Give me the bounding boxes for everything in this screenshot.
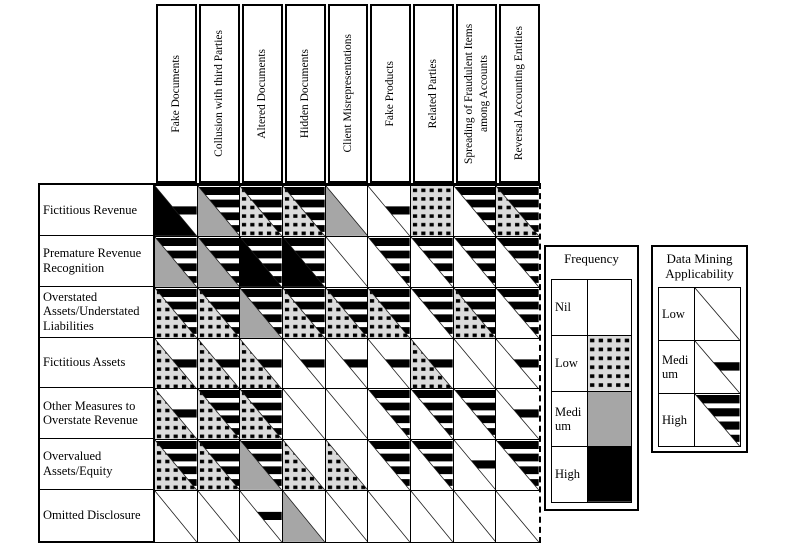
matrix-cell-r4-c6 <box>368 339 411 390</box>
matrix-cell-r5-c3 <box>240 389 283 440</box>
matrix-grid <box>155 183 541 543</box>
matrix-cell-r7-c8 <box>454 491 497 542</box>
column-header <box>285 4 326 183</box>
frequency-legend-row <box>552 336 631 392</box>
matrix-cell-r2-c1 <box>155 237 198 288</box>
row-labels <box>38 183 155 543</box>
frequency-legend-title: Frequency <box>564 251 619 266</box>
frequency-legend <box>544 245 639 511</box>
column-header <box>370 4 411 183</box>
column-header-label: Client Misrepresentations <box>341 34 354 153</box>
matrix-cell-r3-c7 <box>411 288 454 339</box>
column-header <box>242 4 283 183</box>
frequency-level-label: Low <box>552 336 588 391</box>
matrix-cell-r5-c1 <box>155 389 198 440</box>
matrix-cell-r3-c2 <box>198 288 241 339</box>
matrix-cell-r1-c4 <box>283 186 326 237</box>
matrix-cell-r7-c4 <box>283 491 326 542</box>
matrix-cell-r7-c1 <box>155 491 198 542</box>
matrix-cell-r3-c1 <box>155 288 198 339</box>
data-mining-legend-row <box>659 394 740 446</box>
data-mining-level-swatch <box>695 341 740 393</box>
matrix-cell-r2-c4 <box>283 237 326 288</box>
matrix-cell-r7-c6 <box>368 491 411 542</box>
matrix-cell-r3-c4 <box>283 288 326 339</box>
data-mining-level-swatch <box>695 394 740 446</box>
matrix-cell-r1-c3 <box>240 186 283 237</box>
row-label-text: Omitted Disclosure <box>43 508 141 523</box>
matrix-cell-r7-c2 <box>198 491 241 542</box>
matrix-cell-r6-c8 <box>454 440 497 491</box>
row-label-text: Overstated Assets/Understated Liabilities <box>43 289 140 333</box>
matrix-cell-r1-c6 <box>368 186 411 237</box>
matrix-cell-r2-c6 <box>368 237 411 288</box>
matrix-cell-r2-c7 <box>411 237 454 288</box>
column-header <box>499 4 540 183</box>
matrix-cell-r6-c3 <box>240 440 283 491</box>
matrix-cell-r2-c5 <box>326 237 369 288</box>
matrix-cell-r7-c3 <box>240 491 283 542</box>
matrix-cell-r7-c5 <box>326 491 369 542</box>
frequency-level-label: High <box>552 447 588 502</box>
data-mining-level-label: Low <box>659 288 695 340</box>
row-label-text: Premature Revenue Recognition <box>43 246 142 275</box>
matrix-cell-r7-c9 <box>496 491 539 542</box>
matrix-cell-r6-c9 <box>496 440 539 491</box>
row-label <box>40 490 153 541</box>
matrix-cell-r5-c8 <box>454 389 497 440</box>
matrix-cell-r2-c8 <box>454 237 497 288</box>
row-label <box>40 287 153 338</box>
matrix-cell-r2-c9 <box>496 237 539 288</box>
frequency-level-label: Nil <box>552 280 588 335</box>
matrix-cell-r6-c6 <box>368 440 411 491</box>
row-label <box>40 388 153 439</box>
matrix-cell-r5-c2 <box>198 389 241 440</box>
matrix-cell-r2-c2 <box>198 237 241 288</box>
column-header-label: Spreading of Fraudulent Items among Accounts <box>462 23 490 164</box>
data-mining-legend <box>651 245 748 453</box>
matrix-cell-r3-c6 <box>368 288 411 339</box>
frequency-legend-row <box>552 447 631 502</box>
matrix-cell-r1-c1 <box>155 186 198 237</box>
data-mining-legend-row <box>659 341 740 394</box>
frequency-level-swatch <box>588 447 631 502</box>
column-header <box>456 4 497 183</box>
data-mining-level-label: Medium <box>659 341 695 393</box>
matrix-cell-r6-c7 <box>411 440 454 491</box>
column-header-label: Altered Documents <box>255 48 268 139</box>
matrix-cell-r5-c9 <box>496 389 539 440</box>
row-label-text: Other Measures to Overstate Revenue <box>43 398 138 428</box>
frequency-level-swatch <box>588 280 631 335</box>
matrix-cell-r1-c7 <box>411 186 454 237</box>
column-header-label: Hidden Documents <box>298 48 311 139</box>
column-header <box>199 4 240 183</box>
matrix-cell-r4-c4 <box>283 339 326 390</box>
matrix-cell-r4-c3 <box>240 339 283 390</box>
matrix-cell-r3-c3 <box>240 288 283 339</box>
column-header <box>156 4 197 183</box>
matrix-cell-r1-c9 <box>496 186 539 237</box>
column-header-label: Collusion with third Parties <box>212 30 225 157</box>
matrix-cell-r6-c2 <box>198 440 241 491</box>
column-header-label: Related Parties <box>427 58 440 129</box>
data-mining-level-swatch <box>695 288 740 340</box>
frequency-legend-table <box>551 279 632 503</box>
column-header <box>413 4 454 183</box>
data-mining-legend-row <box>659 288 740 341</box>
matrix-cell-r2-c3 <box>240 237 283 288</box>
frequency-legend-row <box>552 392 631 448</box>
frequency-level-swatch <box>588 392 631 447</box>
matrix-cell-r6-c4 <box>283 440 326 491</box>
matrix-cell-r6-c5 <box>326 440 369 491</box>
matrix-cell-r4-c7 <box>411 339 454 390</box>
column-header-label: Fake Documents <box>169 54 182 133</box>
matrix-cell-r1-c5 <box>326 186 369 237</box>
matrix-cell-r5-c4 <box>283 389 326 440</box>
matrix-cell-r1-c8 <box>454 186 497 237</box>
row-label-text: Fictitious Revenue <box>43 202 138 217</box>
frequency-level-label: Medium <box>552 392 588 447</box>
matrix-cell-r3-c8 <box>454 288 497 339</box>
matrix-cell-r4-c9 <box>496 339 539 390</box>
column-header-label: Reversal Accounting Entities <box>513 26 526 161</box>
matrix-cell-r1-c2 <box>198 186 241 237</box>
column-header-label: Fake Products <box>384 60 397 127</box>
matrix-cell-r4-c2 <box>198 339 241 390</box>
column-headers <box>155 4 541 183</box>
frequency-legend-row <box>552 280 631 336</box>
column-header <box>328 4 369 183</box>
matrix-cell-r6-c1 <box>155 440 198 491</box>
frequency-level-swatch <box>588 336 631 391</box>
matrix-cell-r5-c5 <box>326 389 369 440</box>
row-label <box>40 236 153 287</box>
row-label <box>40 338 153 389</box>
row-label <box>40 185 153 236</box>
matrix-cell-r7-c7 <box>411 491 454 542</box>
row-label-text: Overvalued Assets/Equity <box>43 449 113 479</box>
matrix-cell-r3-c5 <box>326 288 369 339</box>
matrix-cell-r3-c9 <box>496 288 539 339</box>
matrix-cell-r4-c8 <box>454 339 497 390</box>
matrix-cell-r5-c7 <box>411 389 454 440</box>
matrix-cell-r4-c5 <box>326 339 369 390</box>
data-mining-legend-table <box>658 287 741 447</box>
matrix-cell-r4-c1 <box>155 339 198 390</box>
row-label-text: Fictitious Assets <box>43 355 126 370</box>
row-label <box>40 439 153 490</box>
matrix-cell-r5-c6 <box>368 389 411 440</box>
data-mining-legend-title: Data Mining Applicability <box>665 251 734 281</box>
data-mining-level-label: High <box>659 394 695 446</box>
